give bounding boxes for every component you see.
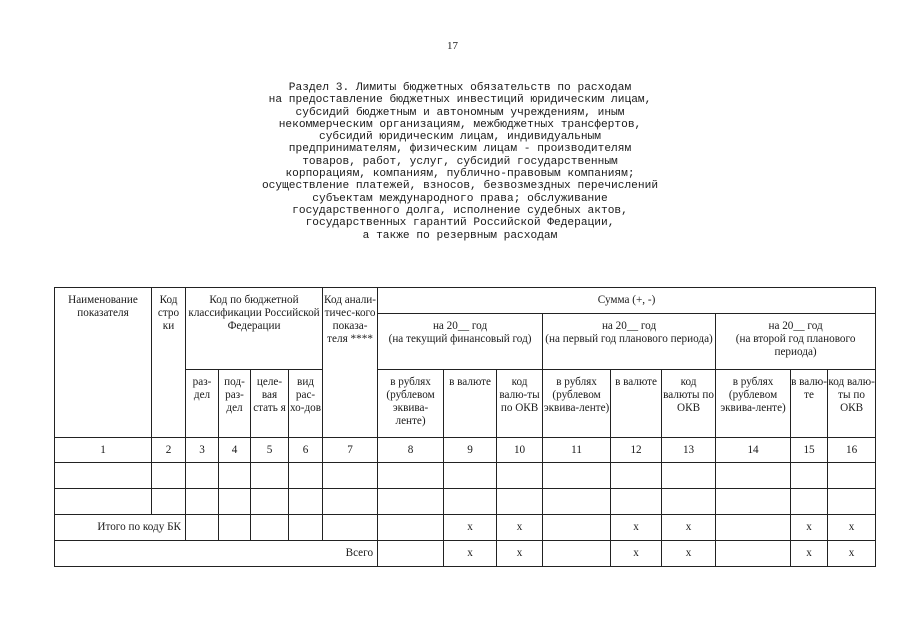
limits-table [54, 287, 876, 567]
column-number: 9 [444, 438, 497, 463]
column-number: 7 [323, 438, 378, 463]
heading-line: а также по резервным расходам [362, 229, 558, 242]
x-mark: x [497, 541, 543, 567]
x-mark: x [444, 541, 497, 567]
header-target-item: целе-вая стать я [251, 370, 289, 438]
x-mark: x [662, 541, 716, 567]
grand-total-label: Всего [55, 541, 378, 567]
empty-cell [716, 489, 791, 515]
empty-cell [323, 463, 378, 489]
empty-cell [662, 463, 716, 489]
empty-cell [289, 463, 323, 489]
header-rubles: в рублях (рублевом эквива-ленте) [378, 370, 444, 438]
empty-cell [543, 463, 611, 489]
header-section: раз-дел [186, 370, 219, 438]
heading-line: товаров, работ, услуг, субсидий государственным [302, 155, 618, 168]
empty-cell [497, 463, 543, 489]
column-number: 3 [186, 438, 219, 463]
period-desc: (на первый год планового периода) [545, 333, 713, 345]
heading-line: субсидий бюджетным и автономным учреждениям, иным [295, 106, 625, 119]
column-number: 10 [497, 438, 543, 463]
column-number: 15 [791, 438, 828, 463]
column-number: 12 [611, 438, 662, 463]
x-mark: x [828, 515, 876, 541]
empty-cell [828, 463, 876, 489]
x-mark: x [828, 541, 876, 567]
header-period-second-plan [716, 314, 876, 370]
x-mark: x [611, 515, 662, 541]
column-number: 1 [55, 438, 152, 463]
header-period-first-plan [543, 314, 716, 370]
empty-cell [219, 515, 251, 541]
header-sum: Сумма (+, -) [378, 288, 876, 314]
empty-cell [497, 489, 543, 515]
header-currency: в валюте [611, 370, 662, 438]
header-row-code: Код стро ки [152, 288, 186, 438]
section-heading [150, 82, 770, 242]
empty-cell [378, 541, 444, 567]
header-analytic-code: Код анали-тичес-кого показа-теля **** [323, 288, 378, 438]
x-mark: x [497, 515, 543, 541]
header-currency: в валюте [444, 370, 497, 438]
header-currency: в валю-те [791, 370, 828, 438]
header-subsection: под-раз-дел [219, 370, 251, 438]
empty-cell [543, 515, 611, 541]
table-row [55, 489, 876, 515]
empty-cell [611, 463, 662, 489]
empty-cell [378, 515, 444, 541]
heading-line: государственного долга, исполнение судебных актов, [292, 204, 628, 217]
column-number: 6 [289, 438, 323, 463]
empty-cell [323, 489, 378, 515]
empty-cell [662, 489, 716, 515]
empty-cell [186, 515, 219, 541]
empty-cell [152, 463, 186, 489]
period-desc: (на второй год планового периода) [735, 333, 856, 358]
header-okv-code: код валю-ты по ОКВ [497, 370, 543, 438]
empty-cell [716, 515, 791, 541]
header-okv-code: код валю-ты по ОКВ [828, 370, 876, 438]
period-year: на 20__ год [432, 320, 488, 332]
empty-cell [251, 463, 289, 489]
empty-cell [543, 541, 611, 567]
header-rubles: в рублях (рублевом эквива-ленте) [716, 370, 791, 438]
empty-cell [791, 463, 828, 489]
x-mark: x [444, 515, 497, 541]
column-number: 5 [251, 438, 289, 463]
column-number: 8 [378, 438, 444, 463]
heading-line: корпорациям, компаниям, публично-правовым компаниям; [285, 168, 635, 181]
column-number: 16 [828, 438, 876, 463]
empty-cell [55, 489, 152, 515]
empty-cell [378, 463, 444, 489]
period-year: на 20__ год [601, 320, 657, 332]
heading-line: государственных гарантий Российской Федерации, [305, 217, 615, 230]
empty-cell [55, 463, 152, 489]
heading-line: на предоставление бюджетных инвестиций юридическим лицам, [268, 94, 652, 107]
header-expense-type: вид рас-хо-дов [289, 370, 323, 438]
empty-cell [791, 489, 828, 515]
empty-cell [543, 489, 611, 515]
empty-cell [152, 489, 186, 515]
grand-total-row [55, 541, 876, 567]
empty-cell [444, 489, 497, 515]
period-year: на 20__ год [768, 320, 823, 332]
x-mark: x [611, 541, 662, 567]
heading-line: некоммерческим организациям, межбюджетных трансфертов, [278, 118, 642, 131]
heading-line: предпринимателям, физическим лицам - производителям [288, 143, 632, 156]
page-number: 17 [447, 40, 458, 52]
header-okv-code: код валюты по ОКВ [662, 370, 716, 438]
empty-cell [186, 489, 219, 515]
empty-cell [378, 489, 444, 515]
empty-cell [716, 541, 791, 567]
empty-cell [251, 515, 289, 541]
column-number: 11 [543, 438, 611, 463]
heading-line: Раздел 3. Лимиты бюджетных обязательств по расходам [288, 82, 632, 94]
empty-cell [219, 489, 251, 515]
column-number: 14 [716, 438, 791, 463]
empty-cell [716, 463, 791, 489]
column-number: 2 [152, 438, 186, 463]
period-desc: (на текущий финансовый год) [388, 333, 532, 345]
x-mark: x [791, 515, 828, 541]
total-bk-row [55, 515, 876, 541]
header-indicator-name: Наименование показателя [55, 288, 152, 438]
heading-line: субсидий юридическим лицам, индивидуальным [319, 131, 601, 144]
header-rubles: в рублях (рублевом эквива-ленте) [543, 370, 611, 438]
heading-line: осуществление платежей, взносов, безвозмездных перечислений [261, 180, 659, 193]
table-row [55, 463, 876, 489]
column-number: 4 [219, 438, 251, 463]
column-number-row [55, 438, 876, 463]
heading-line: субъектам международного права; обслуживание [312, 192, 608, 205]
header-period-current [378, 314, 543, 370]
empty-cell [251, 489, 289, 515]
empty-cell [828, 489, 876, 515]
empty-cell [611, 489, 662, 515]
empty-cell [186, 463, 219, 489]
empty-cell [289, 489, 323, 515]
total-bk-label: Итого по коду БК [55, 515, 186, 541]
x-mark: x [791, 541, 828, 567]
empty-cell [323, 515, 378, 541]
empty-cell [444, 463, 497, 489]
empty-cell [289, 515, 323, 541]
header-bk-code: Код по бюджетной классификации Российской Федерации [186, 288, 323, 370]
empty-cell [219, 463, 251, 489]
column-number: 13 [662, 438, 716, 463]
x-mark: x [662, 515, 716, 541]
